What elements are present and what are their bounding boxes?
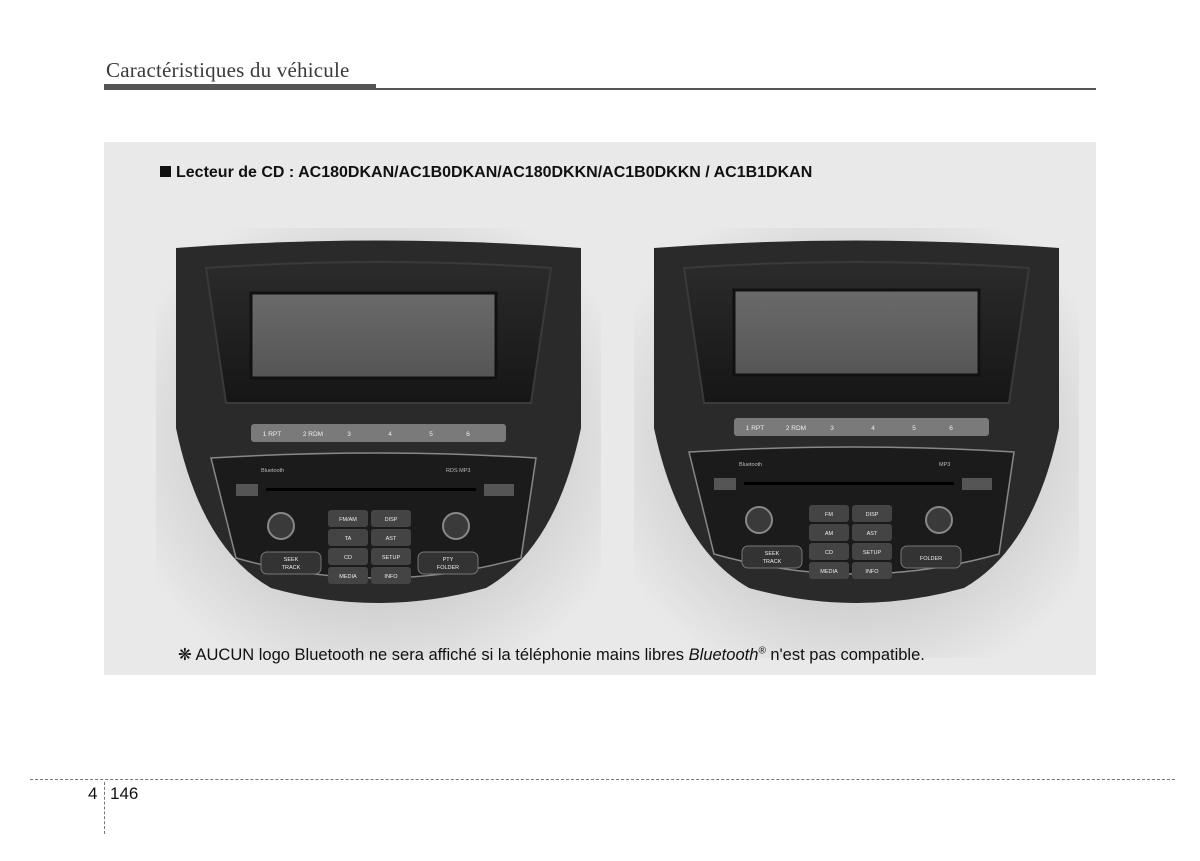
- pty-label: PTY: [442, 557, 454, 563]
- tune-knob[interactable]: [926, 507, 952, 533]
- footnote-reg: ®: [758, 645, 766, 657]
- preset-6[interactable]: 6: [466, 431, 470, 438]
- badge-label: MP3: [939, 462, 951, 468]
- panel-heading: [160, 164, 812, 182]
- preset-6[interactable]: 6: [949, 425, 953, 432]
- footnote-symbol: ❋: [178, 646, 192, 664]
- panel-heading-text: Lecteur de CD : AC180DKAN/AC1B0DKAN/AC180DKKN/AC1B0DKKN / AC1B1DKAN: [176, 164, 813, 181]
- footnote: [178, 645, 925, 665]
- track-label: TRACK: [281, 565, 301, 571]
- footer-rule: [30, 779, 1175, 780]
- center-btn-3[interactable]: TA: [344, 536, 352, 542]
- footnote-text: AUCUN logo Bluetooth ne sera affiché si la téléphonie mains libres: [195, 646, 685, 664]
- track-label: TRACK: [762, 559, 782, 565]
- preset-3[interactable]: 3: [830, 425, 834, 432]
- footnote-end: n'est pas compatible.: [770, 646, 925, 664]
- folder-label: FOLDER: [436, 565, 460, 571]
- preset-1[interactable]: 1 RPT: [262, 431, 282, 438]
- center-btn-7[interactable]: MEDIA: [339, 574, 357, 580]
- eject-button[interactable]: [714, 478, 736, 490]
- header-rule: [104, 88, 1096, 90]
- center-btn-5[interactable]: CD: [825, 550, 833, 556]
- center-btn-8[interactable]: INFO: [384, 574, 398, 580]
- center-btn-6[interactable]: SETUP: [381, 555, 401, 561]
- center-btn-8[interactable]: INFO: [865, 569, 879, 575]
- preset-3[interactable]: 3: [347, 431, 351, 438]
- page-number: 146: [110, 784, 139, 803]
- bluetooth-label: Bluetooth: [739, 462, 763, 468]
- audio-unit-right: [634, 228, 1079, 658]
- badge-label: RDS MP3: [446, 468, 471, 474]
- center-btn-1[interactable]: FM/AM: [339, 517, 357, 523]
- footer-divider: [104, 782, 105, 834]
- section-title: Caractéristiques du véhicule: [106, 58, 350, 82]
- center-btn-1[interactable]: FM: [825, 512, 833, 518]
- preset-1[interactable]: 1 RPT: [745, 425, 765, 432]
- center-btn-5[interactable]: CD: [344, 555, 352, 561]
- center-btn-4[interactable]: AST: [385, 536, 397, 542]
- figure-panel: [104, 142, 1096, 675]
- center-btn-2[interactable]: DISP: [384, 517, 398, 523]
- preset-5[interactable]: 5: [912, 425, 916, 432]
- preset-2[interactable]: 2 RDM: [302, 431, 324, 438]
- volume-knob[interactable]: [268, 513, 294, 539]
- chapter-number: 4: [88, 784, 98, 803]
- seek-label: SEEK: [283, 557, 299, 563]
- preset-4[interactable]: 4: [388, 431, 392, 438]
- preset-5[interactable]: 5: [429, 431, 433, 438]
- seek-label: SEEK: [764, 551, 780, 557]
- footnote-brand: Bluetooth: [688, 646, 759, 664]
- bluetooth-label: Bluetooth: [261, 468, 285, 474]
- center-btn-4[interactable]: AST: [866, 531, 878, 537]
- center-btn-2[interactable]: DISP: [865, 512, 879, 518]
- eject-button[interactable]: [236, 484, 258, 496]
- volume-knob[interactable]: [746, 507, 772, 533]
- center-btn-3[interactable]: AM: [824, 531, 834, 537]
- tune-knob[interactable]: [443, 513, 469, 539]
- audio-unit-left: [156, 228, 601, 658]
- preset-2[interactable]: 2 RDM: [785, 425, 807, 432]
- square-bullet-icon: [160, 166, 171, 177]
- center-btn-6[interactable]: SETUP: [862, 550, 882, 556]
- preset-4[interactable]: 4: [871, 425, 875, 432]
- center-btn-7[interactable]: MEDIA: [820, 569, 838, 575]
- folder-label: FOLDER: [919, 556, 943, 562]
